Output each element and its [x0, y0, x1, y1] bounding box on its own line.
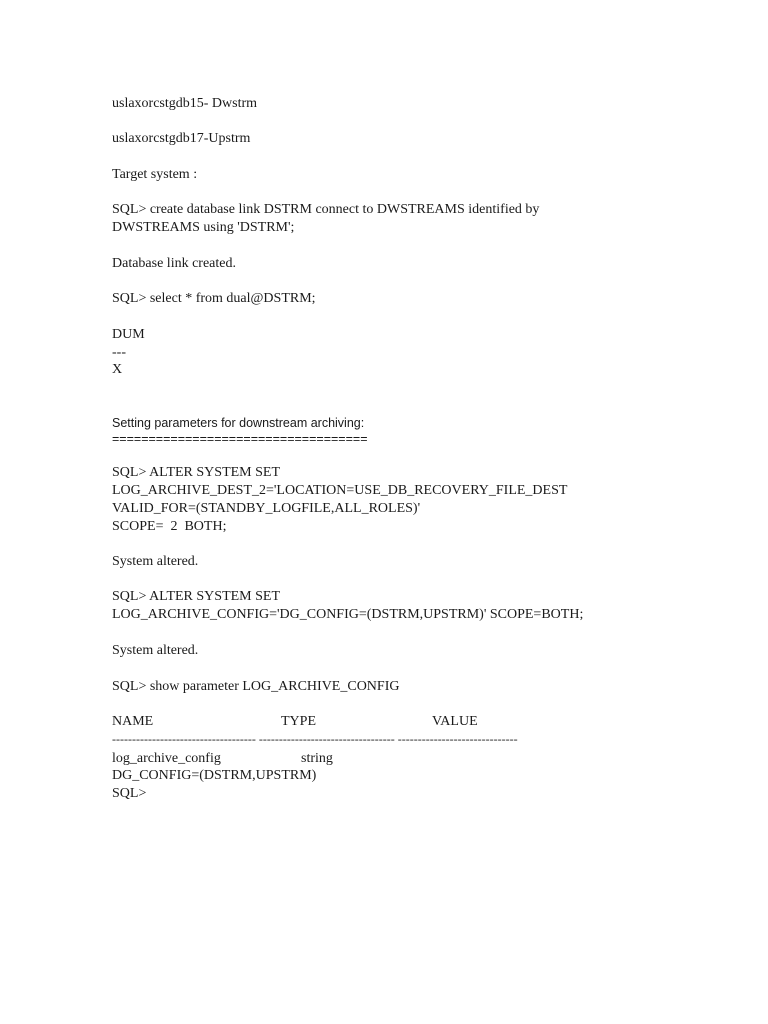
result-separator: --- — [112, 345, 126, 360]
system-altered-result-2: System altered. — [112, 643, 199, 658]
sql-alter-system-1-line4: SCOPE= 2 BOTH; — [112, 519, 227, 534]
column-header-value: VALUE — [432, 714, 478, 729]
system-altered-result-1: System altered. — [112, 554, 199, 569]
sql-alter-system-2-line1: SQL> ALTER SYSTEM SET — [112, 589, 281, 604]
target-system-heading: Target system : — [112, 167, 198, 182]
row-value-cell: DG_CONFIG=(DSTRM,UPSTRM) — [112, 768, 317, 783]
section-heading-downstream: Setting parameters for downstream archiving: — [112, 416, 365, 430]
sql-alter-system-1-line1: SQL> ALTER SYSTEM SET — [112, 465, 281, 480]
sql-alter-system-1-line3: VALID_FOR=(STANDBY_LOGFILE,ALL_ROLES)' — [112, 501, 421, 516]
result-value: X — [112, 362, 123, 377]
row-name-cell: log_archive_config — [112, 751, 221, 766]
row-type-cell: string — [301, 751, 333, 766]
column-header-name: NAME — [112, 714, 154, 729]
sql-prompt: SQL> — [112, 786, 147, 801]
sql-create-db-link-line1: SQL> create database link DSTRM connect to DWSTREAMS identified by — [112, 202, 540, 217]
sql-select-dual: SQL> select * from dual@DSTRM; — [112, 291, 316, 306]
db-link-created-result: Database link created. — [112, 256, 236, 271]
host-upstream-line: uslaxorcstgdb17-Upstrm — [112, 131, 251, 146]
result-column-header: DUM — [112, 327, 145, 342]
sql-create-db-link-line2: DWSTREAMS using 'DSTRM'; — [112, 220, 295, 235]
host-downstream-line: uslaxorcstgdb15- Dwstrm — [112, 96, 258, 111]
table-separator: ------------------------------------ ---------------------------------- ------------------------------ — [112, 732, 518, 746]
sql-show-parameter: SQL> show parameter LOG_ARCHIVE_CONFIG — [112, 679, 400, 694]
sql-alter-system-1-line2: LOG_ARCHIVE_DEST_2='LOCATION=USE_DB_RECOVERY_FILE_DEST — [112, 483, 568, 498]
column-header-type: TYPE — [281, 714, 316, 729]
section-heading-underline: =================================== — [112, 432, 368, 446]
sql-alter-system-2-line2: LOG_ARCHIVE_CONFIG='DG_CONFIG=(DSTRM,UPSTRM)' SCOPE=BOTH; — [112, 607, 584, 622]
